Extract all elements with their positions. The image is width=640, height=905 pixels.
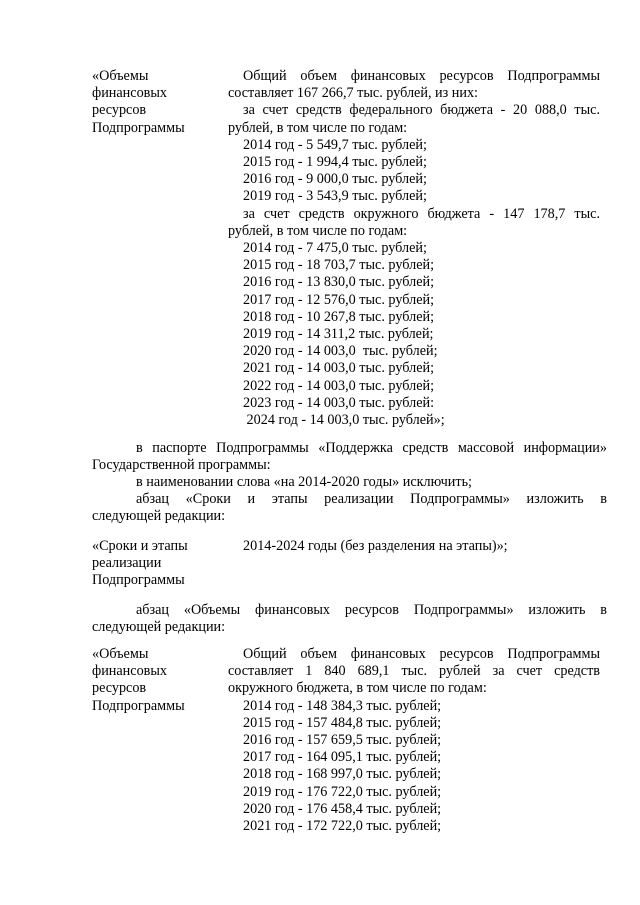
year-line: 2020 год - 176 458,4 тыс. рублей; bbox=[243, 800, 442, 817]
total-line: Общий объем финансовых ресурсов Подпрограммы bbox=[243, 646, 600, 662]
label-line: «Сроки и этапы bbox=[92, 538, 188, 554]
federal-line: рублей, в том числе по годам: bbox=[228, 119, 408, 136]
year-line: 2014 год - 148 384,3 тыс. рублей; bbox=[243, 697, 442, 714]
total-line: окружного бюджета, в том числе по годам: bbox=[228, 680, 487, 697]
year-line: 2021 год - 172 722,0 тыс. рублей; bbox=[243, 818, 442, 835]
paragraph-line: следующей редакции: bbox=[92, 508, 226, 525]
total-line: Общий объем финансовых ресурсов Подпрограммы bbox=[243, 68, 600, 84]
label-line: реализации bbox=[92, 555, 162, 572]
terms-label bbox=[92, 538, 222, 590]
label-line: Подпрограммы bbox=[92, 119, 185, 136]
year-line: 2019 год - 14 311,2 тыс. рублей; bbox=[243, 326, 434, 343]
label-line: «Объемы bbox=[92, 68, 149, 84]
year-line: 2017 год - 164 095,1 тыс. рублей; bbox=[243, 749, 442, 766]
finance-content-2 bbox=[228, 646, 600, 835]
paragraph-title-change bbox=[92, 474, 607, 491]
year-line: 2023 год - 14 003,0 тыс. рублей: bbox=[243, 394, 435, 411]
year-line: 2015 год - 18 703,7 тыс. рублей; bbox=[243, 257, 435, 274]
year-line: 2018 год - 168 997,0 тыс. рублей; bbox=[243, 766, 442, 783]
total-line: составляет 1 840 689,1 тыс. рублей за счет средств bbox=[228, 663, 600, 680]
year-line: 2019 год - 176 722,0 тыс. рублей; bbox=[243, 783, 442, 800]
paragraph-passport bbox=[92, 440, 607, 474]
finance-content-1 bbox=[228, 68, 600, 429]
paragraph-line: следующей редакции: bbox=[92, 619, 226, 636]
year-line: 2017 год - 12 576,0 тыс. рублей; bbox=[243, 291, 435, 308]
paragraph-line: Государственной программы: bbox=[92, 457, 271, 474]
year-line: 2016 год - 157 659,5 тыс. рублей; bbox=[243, 732, 442, 749]
label-line: ресурсов bbox=[92, 102, 147, 119]
year-line: 2016 год - 9 000,0 тыс. рублей; bbox=[243, 171, 427, 188]
year-line: 2018 год - 10 267,8 тыс. рублей; bbox=[243, 308, 435, 325]
paragraph-line: в наименовании слова «на 2014-2020 годы» исключить; bbox=[136, 474, 473, 490]
label-line: финансовых bbox=[92, 85, 167, 102]
year-line: 2015 год - 157 484,8 тыс. рублей; bbox=[243, 714, 442, 731]
paragraph-line: абзац «Сроки и этапы реализации Подпрограммы» изложить в bbox=[136, 491, 607, 507]
finance-label-2 bbox=[92, 646, 222, 715]
year-line: 2022 год - 14 003,0 тыс. рублей; bbox=[243, 377, 435, 394]
year-line: 2014 год - 5 549,7 тыс. рублей; bbox=[243, 136, 427, 153]
year-line: 2019 год - 3 543,9 тыс. рублей; bbox=[243, 188, 427, 205]
paragraph-terms bbox=[92, 491, 607, 525]
label-line: Подпрограммы bbox=[92, 572, 185, 589]
label-line: «Объемы bbox=[92, 646, 149, 662]
paragraph-volumes bbox=[92, 602, 607, 636]
finance-label-1 bbox=[92, 68, 222, 137]
federal-line: за счет средств федерального бюджета - 20 088,0 тыс. bbox=[243, 102, 600, 119]
label-line: финансовых bbox=[92, 663, 167, 680]
label-line: Подпрограммы bbox=[92, 697, 185, 714]
year-line: 2024 год - 14 003,0 тыс. рублей»; bbox=[243, 412, 445, 429]
year-line: 2014 год - 7 475,0 тыс. рублей; bbox=[243, 240, 427, 257]
label-line: ресурсов bbox=[92, 680, 147, 697]
year-line: 2016 год - 13 830,0 тыс. рублей; bbox=[243, 274, 435, 291]
terms-value: 2014-2024 годы (без разделения на этапы)»; bbox=[243, 538, 508, 554]
district-line: за счет средств окружного бюджета - 147 178,7 тыс. bbox=[243, 205, 600, 222]
total-line: составляет 167 266,7 тыс. рублей, из них: bbox=[228, 85, 478, 102]
year-line: 2020 год - 14 003,0 тыс. рублей; bbox=[243, 343, 438, 360]
paragraph-line: абзац «Объемы финансовых ресурсов Подпрограммы» изложить в bbox=[136, 602, 607, 618]
terms-content bbox=[228, 538, 600, 555]
year-line: 2021 год - 14 003,0 тыс. рублей; bbox=[243, 360, 435, 377]
district-line: рублей, в том числе по годам: bbox=[228, 222, 408, 239]
year-line: 2015 год - 1 994,4 тыс. рублей; bbox=[243, 154, 427, 171]
paragraph-line: в паспорте Подпрограммы «Поддержка средств массовой информации» bbox=[136, 440, 607, 456]
